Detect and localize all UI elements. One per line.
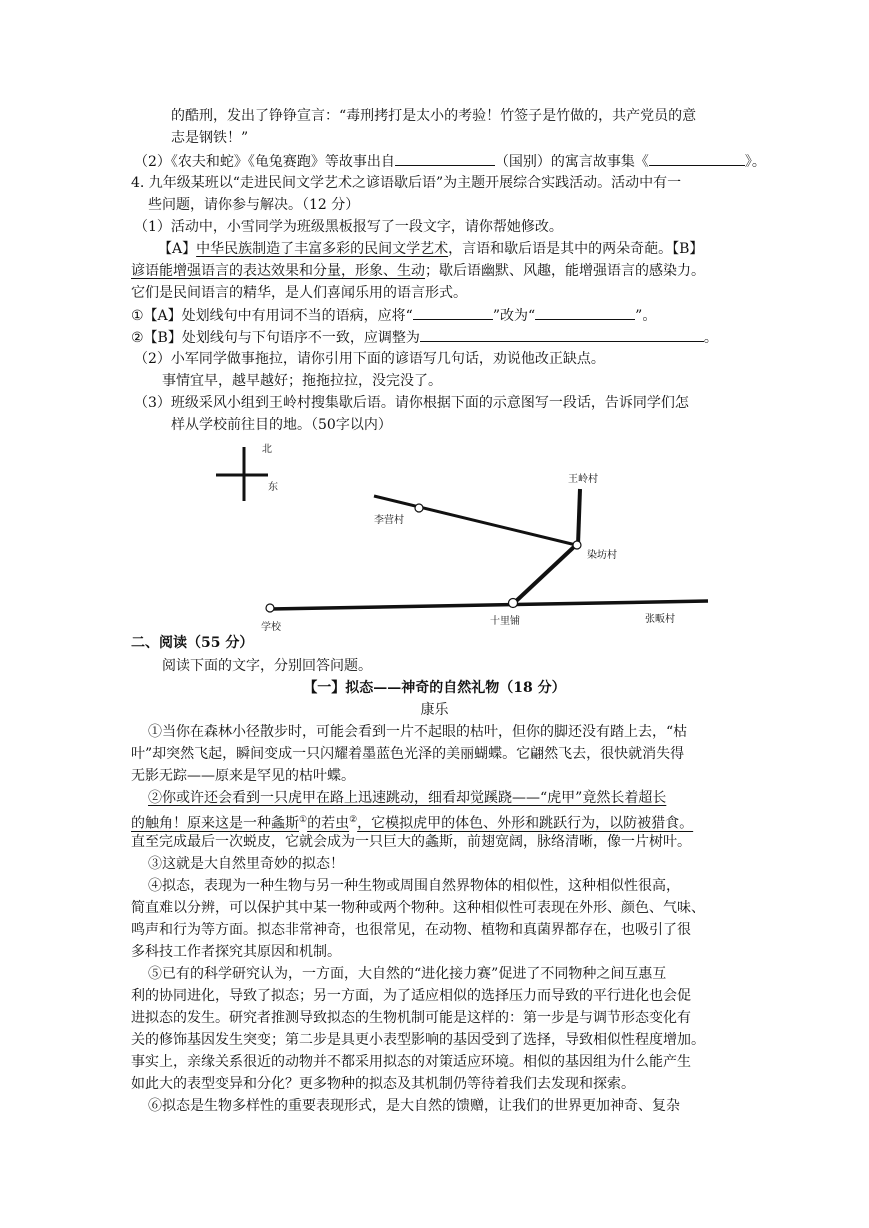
- road-wangling-ranfang: [578, 489, 580, 545]
- text-line: 些问题，请你参与解决。（12 分）: [148, 197, 360, 213]
- footnote-marker: ①: [299, 815, 308, 825]
- road-ranfang-shilipu: [514, 545, 576, 603]
- article-title: 【一】拟态——神奇的自然礼物（18 分）: [303, 680, 566, 696]
- question-4-title: 4. 九年级某班以“走进民间文学艺术之谚语歇后语”为主题开展综合实践活动。活动中有一: [131, 175, 682, 191]
- question-text: ②【B】处划线句与下句语序不一致，应调整为: [131, 330, 420, 346]
- text-line: 的酷刑，发出了铮铮宣言：“毒刑拷打是太小的考验！竹签子是竹做的，共产党员的意: [171, 108, 697, 124]
- text-line: 志是钢铁！”: [171, 130, 249, 146]
- place-marker: [266, 604, 274, 612]
- paragraph-line: 如此大的表型变异和分化？更多物种的拟态及其机制仍等待着我们去发现和探索。: [131, 1076, 635, 1092]
- article-author: 康乐: [420, 702, 449, 718]
- place-marker: [415, 504, 423, 512]
- tag-a: 【A】: [158, 241, 197, 257]
- subquestion-2: （2）小军同学做事拖拉，请你引用下面的谚语写几句话，劝说他改正缺点。: [134, 351, 605, 367]
- road-main: [270, 601, 708, 609]
- question-text: 》。: [744, 154, 766, 170]
- paragraph-line: ⑥拟态是生物多样性的重要表现形式，是大自然的馈赠，让我们的世界更加神奇、复杂: [148, 1098, 680, 1114]
- paragraph-line: 无影无踪——原来是罕见的枯叶蝶。: [131, 768, 355, 784]
- road-liying-ranfang: [374, 496, 576, 545]
- paragraph-line: ④拟态，表现为一种生物与另一种生物或周围自然界物体的相似性，这种相似性很高，: [148, 878, 680, 894]
- paragraph-line: 直至完成最后一次蜕皮，它就会成为一只巨大的螽斯，前翅宽阔，脉络清晰，像一片树叶。: [131, 834, 691, 850]
- question-text: ”。: [635, 308, 657, 324]
- underlined-text: 的若虫: [307, 815, 350, 832]
- paragraph-line: 关的修饰基因发生突变；第二步是具更小表型影响的基因受到了选择，导致相似性程度增加。: [131, 1032, 705, 1048]
- paragraph-line: [148, 788, 666, 808]
- place-label: 王岭村: [568, 474, 598, 485]
- underlined-text: 的触角！原来这是一种螽斯: [131, 815, 299, 832]
- underlined-text: ②你或许还会看到一只虎甲在路上迅速跳动，细看却觉蹊跷——“虎甲”竟然长着超长: [148, 790, 667, 806]
- paragraph-line: 鸣声和行为等方面。拟态非常神奇，也很常见，在动物、植物和真菌界都存在，也吸引了很: [131, 922, 691, 938]
- place-label: 十里铺: [490, 616, 520, 627]
- passage-line: 它们是民间语言的精华，是人们喜闻乐用的语言形式。: [131, 285, 467, 301]
- subquestion-3: （3）班级采风小组到王岭村搜集歇后语。请你根据下面的示意图写一段话，告诉同学们怎: [134, 395, 689, 411]
- text: ；歇后语幽默、风趣，能增强语言的感染力。: [425, 263, 705, 279]
- paragraph-line: 多科技工作者探究其原因和机制。: [131, 944, 341, 960]
- question-text: ①【A】处划线句中有用词不当的语病，应将“: [131, 308, 413, 324]
- paragraph-line: 事实上，亲缘关系很近的动物并不都采用拟态的对策适应环境。相似的基因组为什么能产生: [131, 1054, 691, 1070]
- place-label: 学校: [261, 622, 281, 633]
- underlined-sentence-a: 中华民族制造了丰富多彩的民间文学艺术: [196, 241, 449, 257]
- underlined-text: ，它模拟虎甲的体色、外形和跳跃行为，以防被猎食。: [357, 815, 694, 832]
- question-text: ”改为“: [492, 308, 536, 324]
- place-marker: [509, 599, 518, 608]
- place-label: 张畈村: [645, 614, 675, 625]
- saying: 事情宜早，越早越好；拖拖拉拉，没完没了。: [162, 373, 442, 389]
- paragraph-line: 进拟态的发生。研究者推测导致拟态的生物机制可能是这样的：第一步是与调节形态变化有: [131, 1010, 691, 1026]
- place-label: 李营村: [374, 515, 404, 526]
- text: ，言语和歇后语是其中的两朵奇葩。【B】: [448, 241, 704, 257]
- paragraph-line: 利的协同进化，导致了拟态；另一方面，为了适应相似的选择压力而导致的平行进化也会促: [131, 988, 691, 1004]
- paragraph-line: 简直难以分辨，可以保护其中某一物种或两个物种。这种相似性可表现在外形、颜色、气味、: [131, 900, 705, 916]
- footnote-marker: ②: [349, 815, 358, 825]
- question-text: （国别）的寓言故事集《: [494, 154, 649, 170]
- place-marker: [573, 541, 581, 549]
- paragraph-line: ⑤已有的科学研究认为，一方面，大自然的“进化接力赛”促进了不同物种之间互惠互: [148, 966, 667, 982]
- subquestion-1: （1）活动中，小雪同学为班级黑板报写了一段文字，请你帮她修改。: [134, 219, 563, 235]
- question-text: 。: [703, 330, 718, 346]
- paragraph-line: ③这就是大自然里奇妙的拟态！: [148, 856, 344, 872]
- paragraph-line: 叶”却突然飞起，瞬间变成一只闪耀着墨蓝色光泽的美丽蝴蝶。它翩然飞去，很快就消失得: [131, 746, 685, 762]
- section-heading: 二、阅读（55 分）: [131, 635, 254, 651]
- text-line: 样从学校前往目的地。（50字以内）: [171, 417, 392, 433]
- paragraph-line: [131, 810, 693, 834]
- place-label: 染坊村: [587, 550, 617, 561]
- instruction: 阅读下面的文字，分别回答问题。: [162, 658, 372, 674]
- paragraph-line: ①当你在森林小径散步时，可能会看到一片不起眼的枯叶，但你的脚还没有踏上去，“枯: [148, 724, 688, 740]
- underlined-sentence-b: 谚语能增强语言的表达效果和分量，形象、生动: [131, 263, 425, 279]
- question-text: （2）《农夫和蛇》《龟兔赛跑》等故事出自: [134, 154, 395, 170]
- north-label: 北: [262, 444, 272, 455]
- east-label: 东: [268, 482, 278, 493]
- compass-icon: [216, 443, 278, 501]
